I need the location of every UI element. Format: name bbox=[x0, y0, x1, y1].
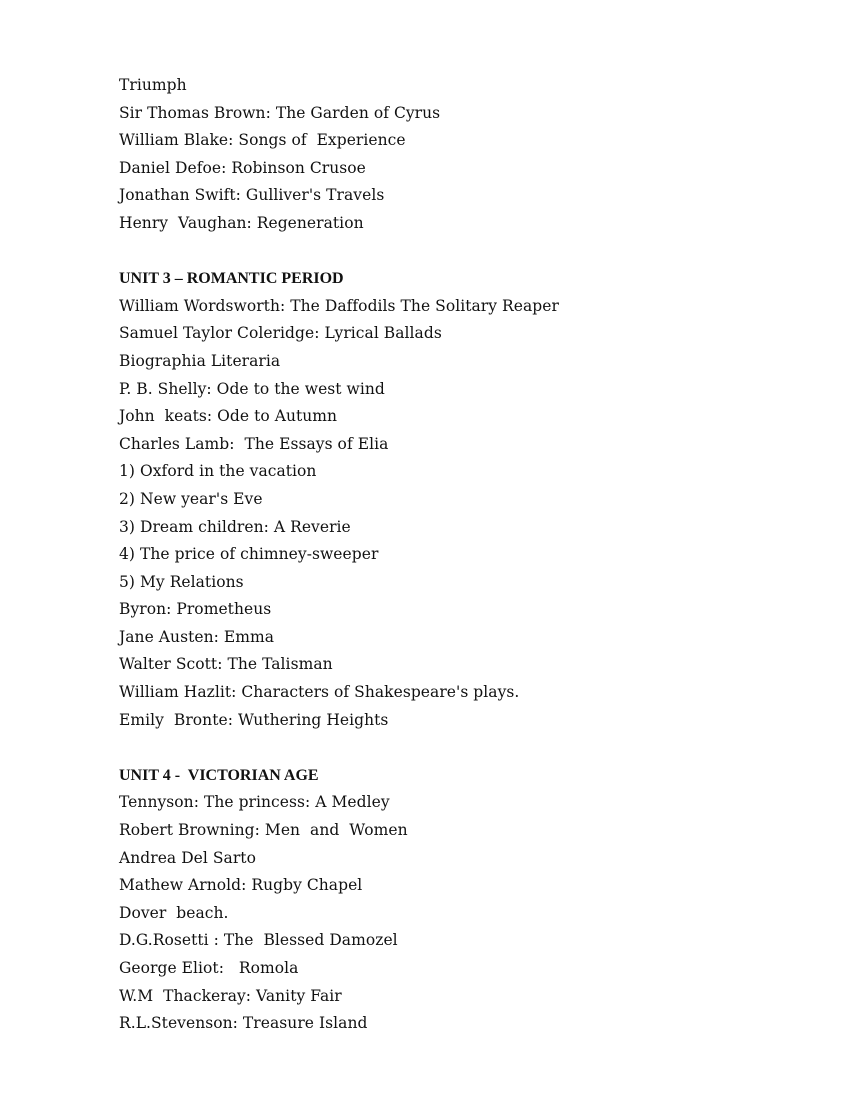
list-item: William Blake: Songs of Experience bbox=[119, 131, 406, 150]
list-item: William Wordsworth: The Daffodils The Solitary Reaper bbox=[119, 296, 559, 315]
list-item: D.G.Rosetti : The Blessed Damozel bbox=[119, 931, 398, 950]
list-item: 4) The price of chimney-sweeper bbox=[119, 545, 379, 564]
unit3-section bbox=[119, 265, 759, 734]
list-item: Walter Scott: The Talisman bbox=[119, 655, 333, 674]
unit4-section bbox=[119, 762, 759, 1038]
list-item: W.M Thackeray: Vanity Fair bbox=[119, 986, 342, 1005]
list-item: George Eliot: Romola bbox=[119, 959, 299, 977]
list-item: Byron: Prometheus bbox=[119, 600, 272, 619]
syllabus-content bbox=[119, 72, 759, 1038]
list-item: P. B. Shelly: Ode to the west wind bbox=[119, 379, 385, 398]
list-item: Charles Lamb: The Essays of Elia bbox=[119, 434, 389, 453]
unit3-heading: UNIT 3 – ROMANTIC PERIOD bbox=[119, 270, 344, 288]
list-item: William Hazlit: Characters of Shakespeare's plays. bbox=[119, 683, 520, 702]
list-item: 3) Dream children: A Reverie bbox=[119, 517, 351, 536]
unit2-tail-list bbox=[119, 72, 759, 238]
spacer bbox=[119, 734, 759, 762]
spacer bbox=[119, 238, 759, 266]
list-item: Tennyson: The princess: A Medley bbox=[119, 793, 390, 812]
list-item: Robert Browning: Men and Women bbox=[119, 821, 408, 840]
list-item: Jonathan Swift: Gulliver's Travels bbox=[119, 186, 385, 205]
list-item: 2) New year's Eve bbox=[119, 489, 263, 508]
unit4-heading: UNIT 4 - VICTORIAN AGE bbox=[119, 766, 319, 784]
list-item: 1) Oxford in the vacation bbox=[119, 462, 317, 481]
list-item: Samuel Taylor Coleridge: Lyrical Ballads bbox=[119, 324, 442, 343]
list-item: Sir Thomas Brown: The Garden of Cyrus bbox=[119, 103, 441, 122]
list-item: Andrea Del Sarto bbox=[119, 848, 256, 867]
list-item: John keats: Ode to Autumn bbox=[119, 407, 338, 426]
list-item: Dover beach. bbox=[119, 903, 229, 922]
list-item: Jane Austen: Emma bbox=[119, 627, 275, 646]
list-item: 5) My Relations bbox=[119, 572, 244, 591]
list-item: R.L.Stevenson: Treasure Island bbox=[119, 1014, 368, 1033]
list-item: Emily Bronte: Wuthering Heights bbox=[119, 710, 389, 729]
list-item: Mathew Arnold: Rugby Chapel bbox=[119, 876, 363, 895]
list-item: Henry Vaughan: Regeneration bbox=[119, 213, 364, 232]
list-item: Daniel Defoe: Robinson Crusoe bbox=[119, 158, 366, 177]
list-item: Triumph bbox=[119, 76, 187, 94]
list-item: Biographia Literaria bbox=[119, 351, 281, 370]
